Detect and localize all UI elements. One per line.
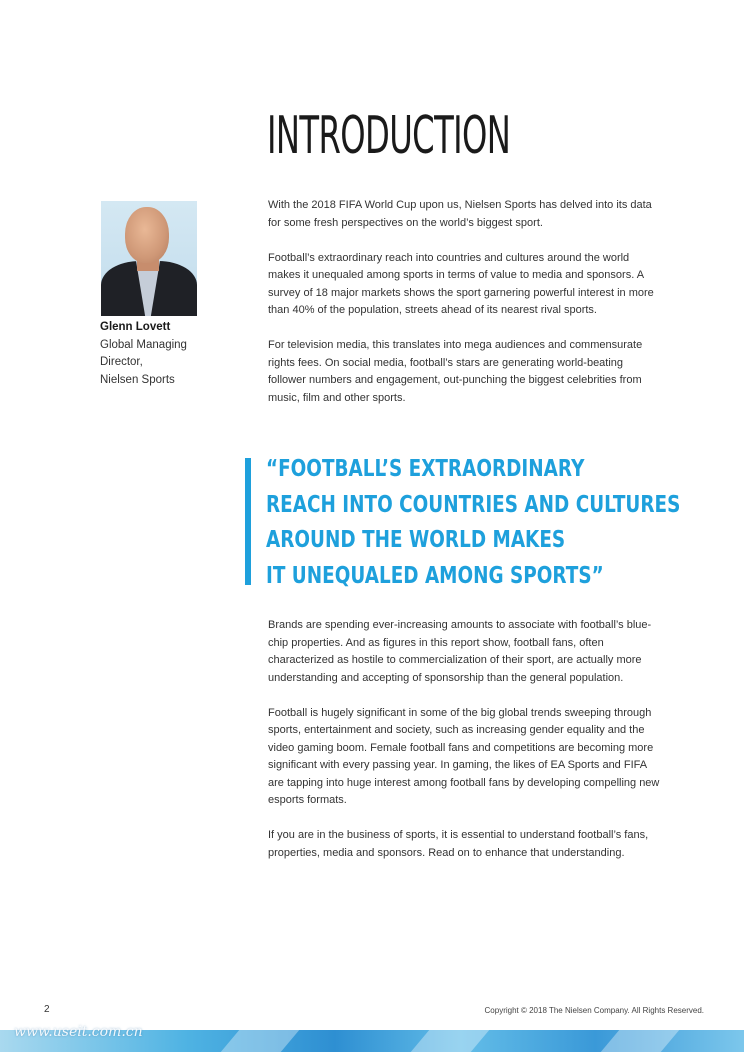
author-role-line1: Global Managing: [100, 338, 187, 351]
band-streak: [221, 1030, 299, 1052]
author-company: Nielsen Sports: [100, 373, 175, 386]
quote-line: AROUND THE WORLD MAKES: [266, 527, 566, 553]
copyright-notice: Copyright © 2018 The Nielsen Company. All Rights Reserved.: [484, 1006, 704, 1015]
page-number: 2: [44, 1004, 50, 1015]
author-caption: [100, 319, 210, 389]
paragraph: If you are in the business of sports, it is essential to understand football’s fans, properties, media and sponsors. Read on to enhance that understanding.: [268, 829, 649, 859]
paragraph: Brands are spending ever-increasing amounts to associate with football’s blue-chip properties. And as figures in this report show, football fans, often characterized as hostile to commercialization of their sport, are actually more understanding and accepting of sponsorship than the general population.: [268, 619, 652, 684]
pull-quote: [266, 452, 681, 594]
photo-head: [125, 207, 169, 263]
quote-accent-bar: [245, 458, 251, 585]
quote-line: REACH INTO COUNTRIES AND CULTURES: [266, 491, 681, 518]
paragraph: With the 2018 FIFA World Cup upon us, Nielsen Sports has delved into its data for some fresh perspectives on the world’s biggest sport.: [268, 199, 652, 229]
author-name: Glenn Lovett: [100, 321, 171, 333]
paragraph: For television media, this translates into mega audiences and commensurate rights fees. On social media, football’s stars are generating world-beating follower numbers and engagement, out-punching the biggest celebrities from music, film and other sports.: [268, 339, 643, 404]
paragraph: Football’s extraordinary reach into countries and cultures around the world makes it unequaled among sports in terms of value to media and sponsors. A survey of 18 major markets shows the sport garnering powerful interest in more than 40% of the population, streets ahead of its nearest rival sports.: [268, 251, 654, 316]
quote-line: IT UNEQUALED AMONG SPORTS”: [266, 562, 604, 589]
body-bottom: [268, 617, 660, 862]
watermark: www.useit.com.cn: [14, 1024, 143, 1040]
author-photo: [101, 201, 197, 316]
quote-line: “FOOTBALL’S EXTRAORDINARY: [266, 456, 585, 482]
author-role-line2: Director,: [100, 356, 143, 369]
band-streak: [411, 1030, 489, 1052]
paragraph: Football is hugely significant in some of the big global trends sweeping through sports, entertainment and society, such as increasing gender equality and the video gaming boom. Female football fans and competitions are becoming more significant with every passing year. In gaming, the likes of EA Sports and FIFA are tapping into huge interest among football fans by developing compelling new esports formats.: [268, 706, 660, 806]
body-top: [268, 197, 660, 407]
page-title: INTRODUCTION: [267, 106, 511, 166]
band-streak: [601, 1030, 679, 1052]
